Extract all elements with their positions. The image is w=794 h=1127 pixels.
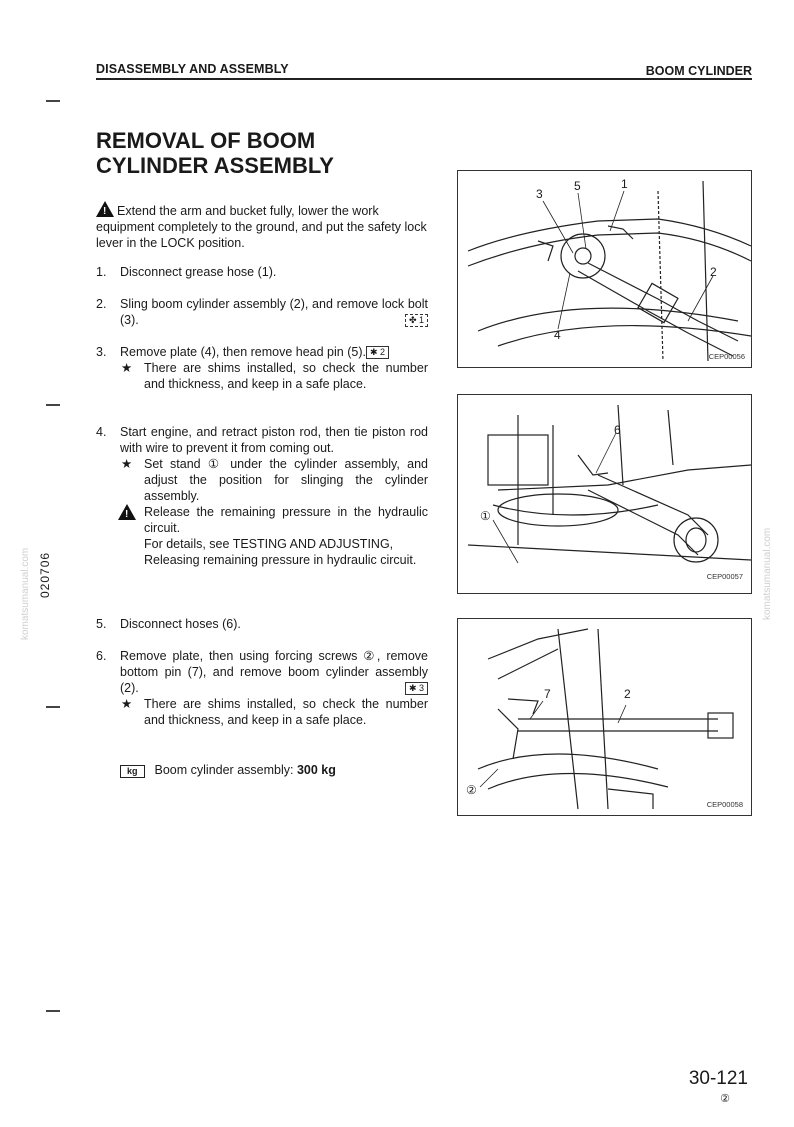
weight-label: Boom cylinder assembly: bbox=[154, 763, 297, 777]
weight-spec bbox=[120, 762, 336, 778]
callout-forcing-screw: ② bbox=[466, 783, 477, 797]
callout-3: 3 bbox=[536, 187, 543, 201]
reference-mark: ✤ 1 bbox=[405, 314, 428, 327]
step-4 bbox=[96, 424, 428, 568]
callout-stand: ① bbox=[480, 509, 491, 523]
weight-icon: kg bbox=[120, 765, 145, 778]
figure-3-drawing bbox=[458, 619, 751, 815]
reference-mark: ✱ 2 bbox=[366, 346, 389, 359]
step-note: Set stand ① under the cylinder assembly, and adjust the position for slinging the cylinder assembly. bbox=[144, 457, 428, 503]
star-icon: ★ bbox=[121, 457, 133, 471]
star-icon: ★ bbox=[121, 361, 133, 375]
step-number: 5. bbox=[96, 617, 107, 631]
step-text: Remove plate (4), then remove head pin (5). bbox=[120, 345, 366, 359]
watermark-left: komatsumanual.com bbox=[20, 547, 31, 640]
warning-icon bbox=[96, 201, 114, 217]
header-topic: BOOM CYLINDER bbox=[645, 64, 752, 78]
figure-1-drawing bbox=[458, 171, 751, 367]
title-line-1: REMOVAL OF BOOM bbox=[96, 128, 316, 153]
reference-mark: ✱ 3 bbox=[405, 682, 428, 695]
warning-intro-text: Extend the arm and bucket fully, lower the work equipment completely to the ground, and put the safety lock lever in the LOCK position. bbox=[96, 204, 427, 250]
figure-3 bbox=[457, 618, 752, 816]
step-number: 4. bbox=[96, 425, 107, 439]
figure-code: CEP00056 bbox=[708, 352, 745, 361]
step-5 bbox=[96, 616, 428, 632]
step-text: Disconnect grease hose (1). bbox=[120, 265, 277, 279]
page-number: 30-121 bbox=[688, 1068, 748, 1089]
figure-code: CEP00058 bbox=[706, 800, 743, 809]
step-1 bbox=[96, 264, 428, 280]
margin-mark bbox=[46, 100, 60, 102]
step-2 bbox=[96, 296, 428, 328]
step-text: Remove plate, then using forcing screws ②, remove bottom pin (7), and remove boom cylinder assembly (2). bbox=[120, 649, 428, 695]
margin-mark bbox=[46, 706, 60, 708]
callout-6: 6 bbox=[614, 423, 621, 437]
side-code: 020706 bbox=[38, 551, 52, 598]
step-6 bbox=[96, 648, 428, 728]
step-number: 2. bbox=[96, 297, 107, 311]
header-rule bbox=[96, 78, 752, 80]
watermark-right: komatsumanual.com bbox=[762, 527, 773, 620]
weight-value: 300 kg bbox=[296, 763, 336, 777]
callout-7: 7 bbox=[544, 687, 551, 701]
margin-mark bbox=[46, 404, 60, 406]
step-details: For details, see TESTING AND ADJUSTING, Releasing remaining pressure in hydraulic circuit. bbox=[144, 537, 417, 567]
warning-intro bbox=[96, 201, 428, 251]
step-number: 1. bbox=[96, 265, 107, 279]
step-number: 3. bbox=[96, 345, 107, 359]
figure-2-drawing bbox=[458, 395, 751, 593]
step-text: Disconnect hoses (6). bbox=[120, 617, 241, 631]
callout-5: 5 bbox=[574, 179, 581, 193]
figure-2 bbox=[457, 394, 752, 594]
step-text: Start engine, and retract piston rod, then tie piston rod with wire to prevent it from coming out. bbox=[120, 425, 428, 455]
step-number: 6. bbox=[96, 649, 107, 663]
callout-2: 2 bbox=[624, 687, 631, 701]
warning-icon bbox=[118, 504, 136, 520]
star-icon: ★ bbox=[121, 697, 133, 711]
step-3 bbox=[96, 344, 428, 392]
callout-2: 2 bbox=[710, 265, 717, 279]
step-note: There are shims installed, so check the number and thickness, and keep in a safe place. bbox=[144, 361, 428, 391]
callout-4: 4 bbox=[554, 328, 561, 342]
step-warning: Release the remaining pressure in the hydraulic circuit. bbox=[144, 505, 428, 535]
margin-mark bbox=[46, 1010, 60, 1012]
figure-1 bbox=[457, 170, 752, 368]
page-title bbox=[96, 128, 416, 178]
title-line-2: CYLINDER ASSEMBLY bbox=[96, 153, 334, 178]
figure-code: CEP00057 bbox=[706, 572, 743, 581]
step-text: Sling boom cylinder assembly (2), and remove lock bolt (3). bbox=[120, 297, 428, 327]
step-note: There are shims installed, so check the number and thickness, and keep in a safe place. bbox=[144, 697, 428, 727]
page-revision: ② bbox=[720, 1093, 730, 1105]
callout-1: 1 bbox=[621, 177, 628, 191]
header-section: DISASSEMBLY AND ASSEMBLY bbox=[96, 62, 289, 76]
